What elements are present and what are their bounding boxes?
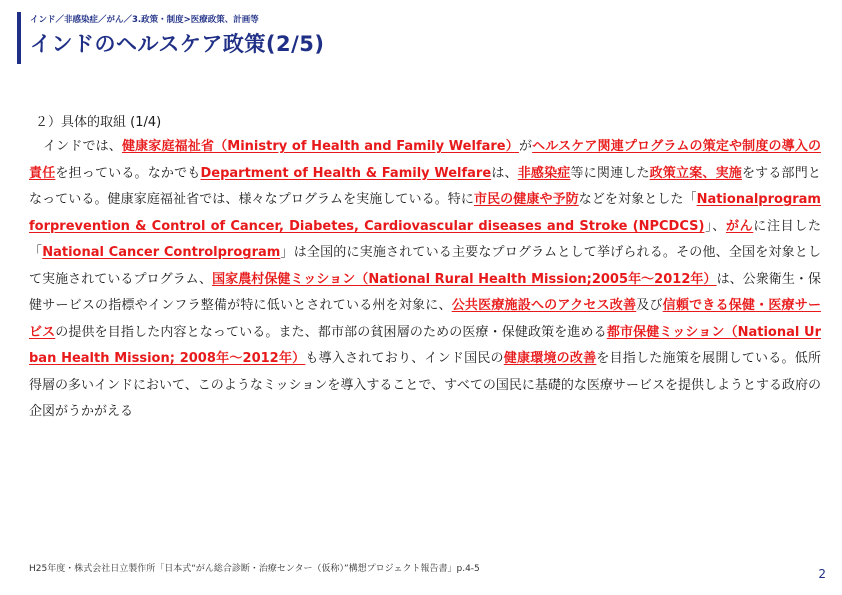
text-segment: に注目した「 bbox=[29, 218, 821, 260]
page-title: インドのヘルスケア政策(2/5) bbox=[30, 32, 325, 56]
body-content bbox=[29, 111, 821, 426]
breadcrumb: インド／非感染症／がん／3.政策・制度>医療政策、計画等 bbox=[30, 15, 259, 25]
title-accent-bar bbox=[17, 12, 21, 64]
text-segment: は、公衆衛生・保健サービスの指標やインフラ整備が特に低いとされている州を対象に、 bbox=[29, 271, 821, 313]
highlighted-term: 健康家庭福祉省（Ministry of Health and Family Welfare） bbox=[121, 139, 519, 154]
body-paragraph bbox=[29, 134, 821, 426]
highlighted-term: 健康環境の改善 bbox=[503, 351, 597, 366]
highlighted-term: 公共医療施設へのアクセス改善 bbox=[451, 298, 637, 313]
highlighted-term: 市民の健康や予防 bbox=[474, 192, 579, 207]
page-number: 2 bbox=[818, 567, 826, 581]
text-segment: などを対象とした「 bbox=[578, 192, 697, 207]
highlighted-term: ヘルスケア関連プログラムの策定や制度の導入の責任 bbox=[29, 139, 821, 181]
text-segment: インドでは、 bbox=[43, 139, 122, 154]
text-segment: は、 bbox=[491, 165, 518, 181]
text-segment: を担っている。なかでも bbox=[55, 165, 201, 181]
highlighted-term: National Cancer Controlprogram bbox=[42, 245, 281, 260]
text-segment: 」、 bbox=[704, 218, 726, 234]
text-segment: の提供を目指した内容となっている。また、都市部の貧困層のための医療・保健政策を進める bbox=[55, 324, 607, 340]
text-segment: が bbox=[518, 139, 533, 154]
highlighted-term: Department of Health & Family Welfare bbox=[200, 165, 492, 181]
footer-source-citation: H25年度・株式会社日立製作所「日本式“がん総合診断・治療センター（仮称）”構想プロジェクト報告書」p.4-5 bbox=[29, 564, 480, 574]
text-segment: を目指した施策を展開している。低所得層の多いインドにおいて、このようなミッションを導入することで、すべての国民に基礎的な医療サービスを提供しようとする政府の企図がうかがえる bbox=[29, 351, 821, 419]
highlighted-term: 国家農村保健ミッション（National Rural Health Mission;2005年～2012年） bbox=[212, 271, 717, 287]
highlighted-term: がん bbox=[725, 218, 754, 234]
highlighted-term: Nationalprogram forprevention & Control of Cancer, Diabetes, Cardiovascular diseases and Stroke (NPCDCS) bbox=[29, 192, 821, 234]
highlighted-term: 非感染症 bbox=[517, 165, 571, 181]
text-segment: をする部門となっている。健康家庭福祉省では、様々なプログラムを実施している。特に bbox=[29, 165, 821, 207]
text-segment: 及び bbox=[636, 298, 663, 313]
highlighted-term: 政策立案、実施 bbox=[649, 165, 742, 181]
text-segment: も導入されており、インド国民の bbox=[305, 351, 504, 366]
text-segment: 等に関連した bbox=[570, 165, 650, 181]
section-heading: ２）具体的取組 (1/4) bbox=[35, 115, 162, 130]
text-segment: 」は全国的に実施されている主要なプログラムとして挙げられる。その他、全国を対象として実施されているプログラム、 bbox=[29, 245, 822, 287]
highlighted-term: 信頼できる保健・医療サービス bbox=[29, 298, 821, 340]
highlighted-term: 都市保健ミッション（National Urban Health Mission; 2008年～2012年） bbox=[29, 324, 821, 366]
